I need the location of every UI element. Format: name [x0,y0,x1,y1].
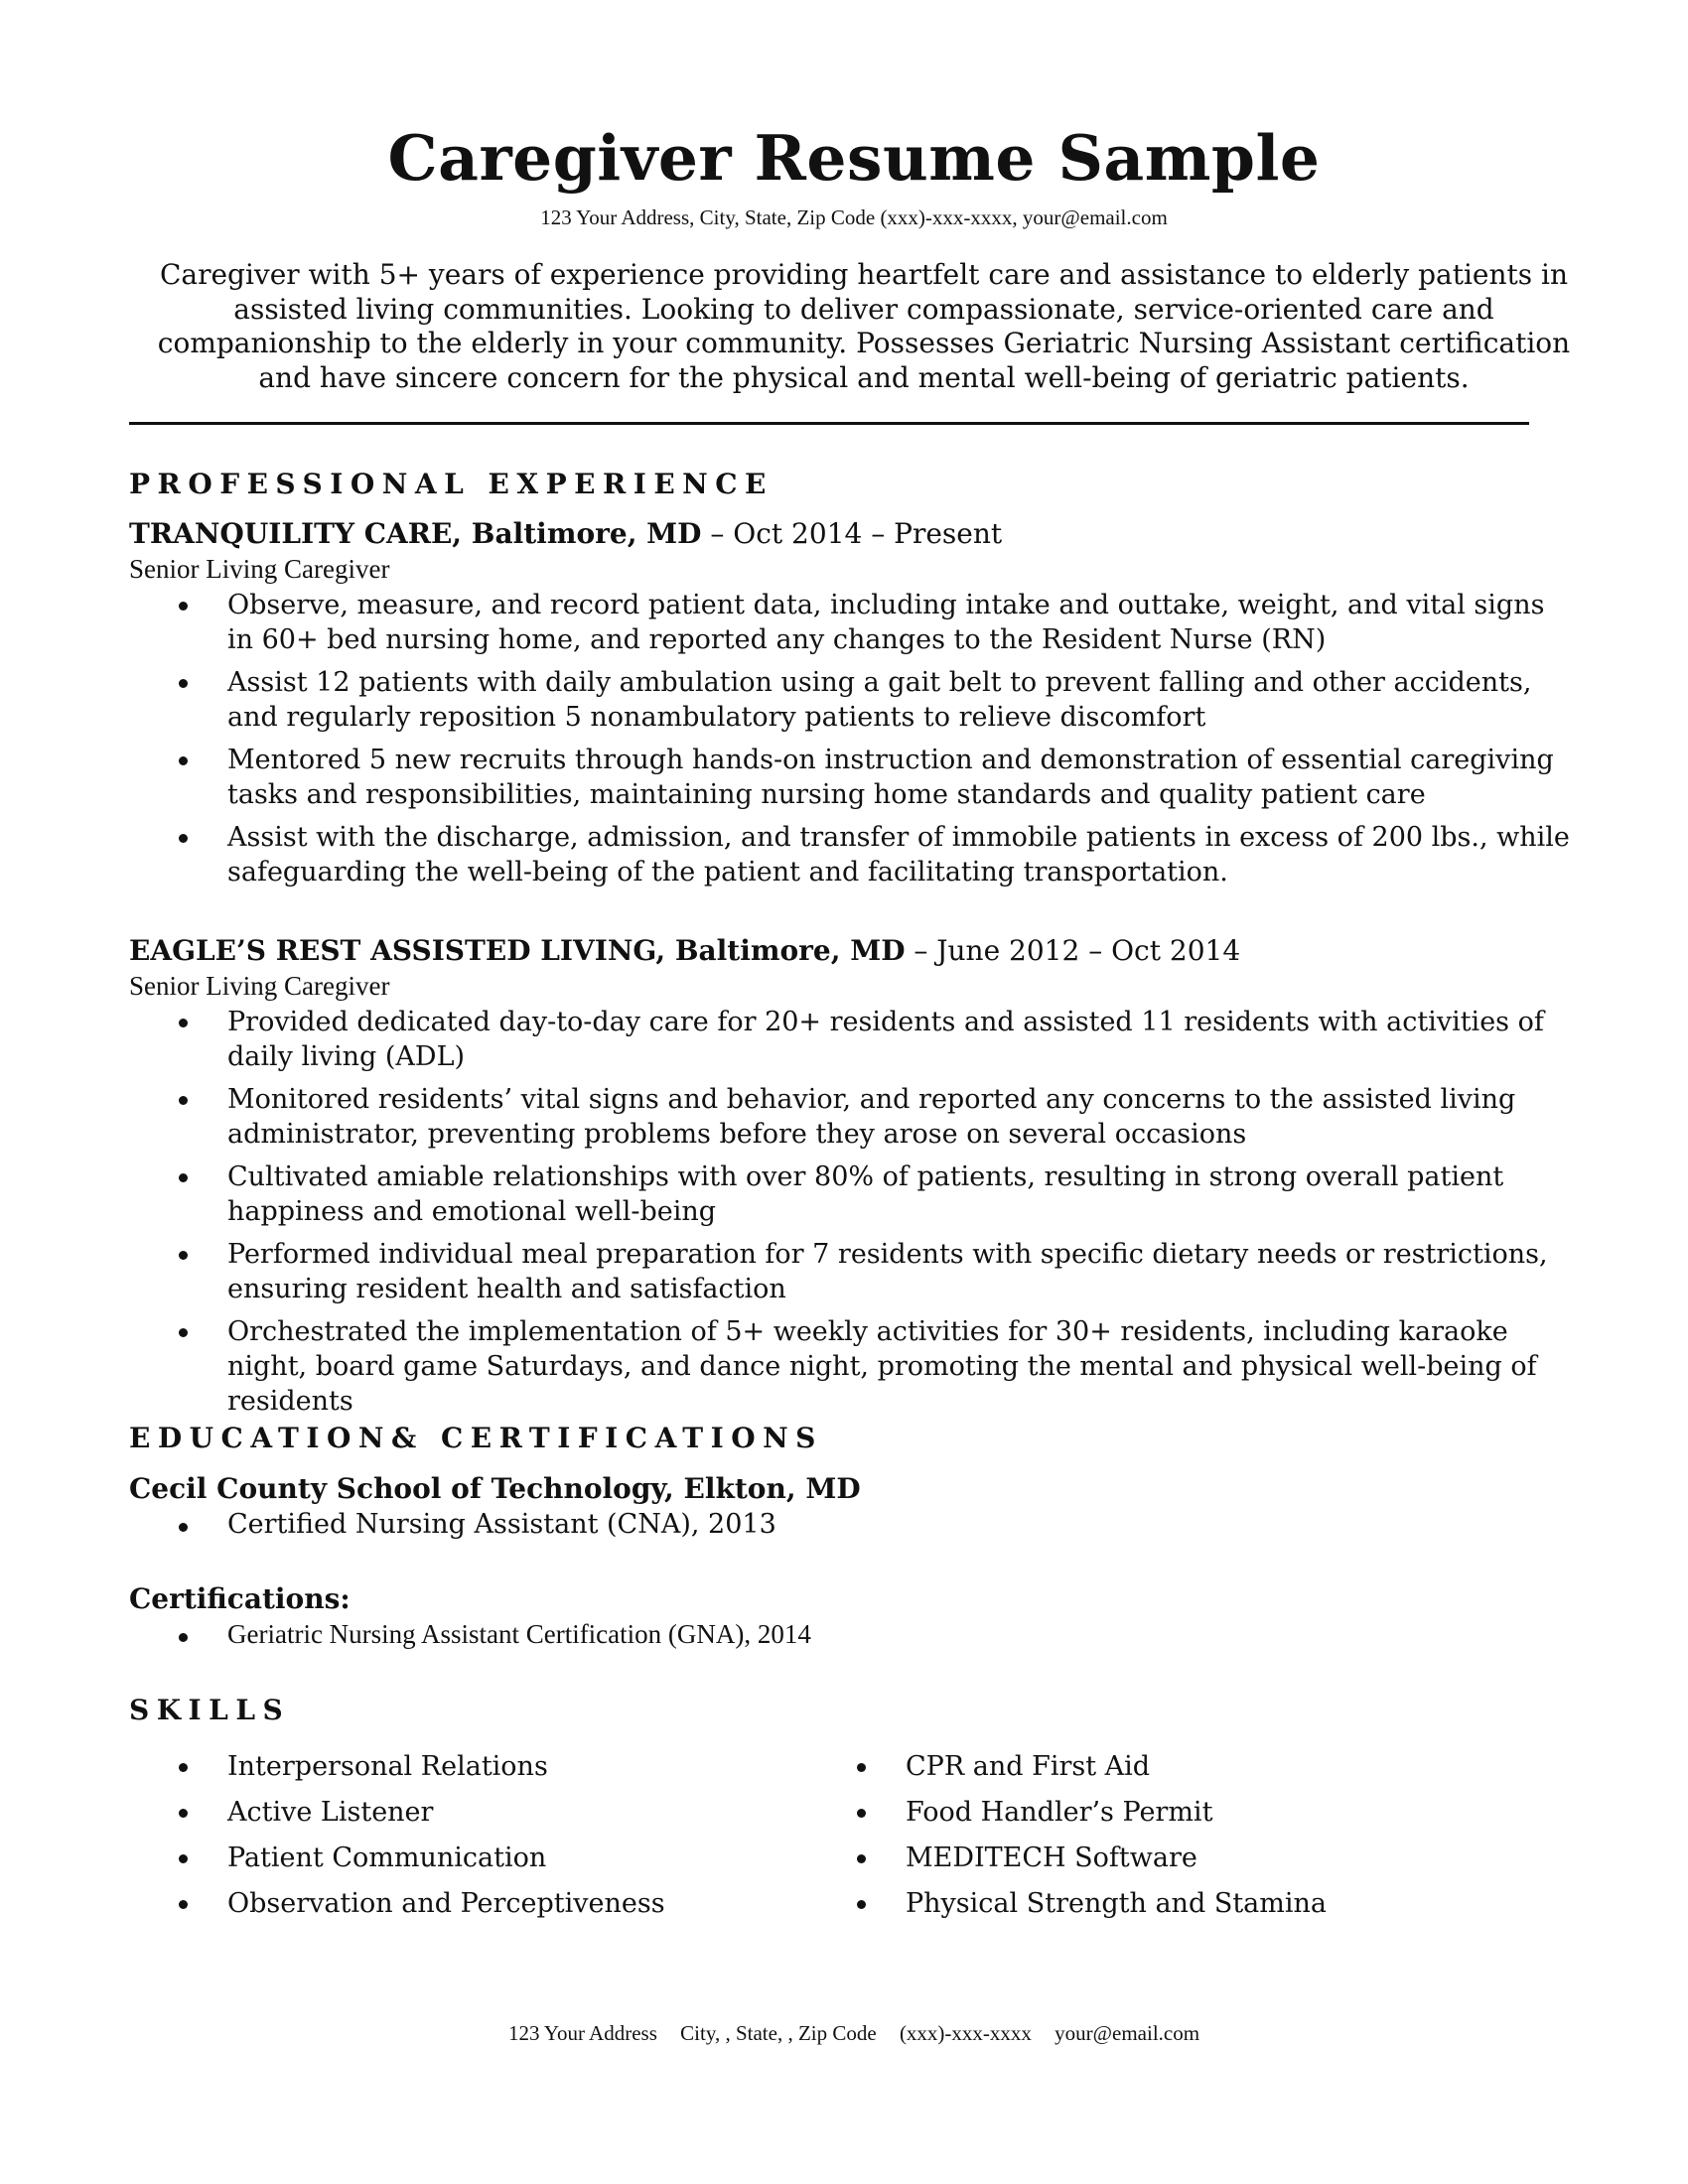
skill-item: Observation and Perceptiveness [129,1881,665,1927]
header-contact: 123 Your Address, City, State, Zip Code (xxx)-xxx-xxxx, your@email.com [540,205,1168,229]
education-heading: EDUCATION& CERTIFICATIONS [129,1422,823,1454]
list-item: Cultivated amiable relationships with over 80% of patients, resulting in strong overall patient happiness and emotional well-being [129,1160,1579,1229]
footer-phone: (xxx)-xxx-xxxx [899,2021,1032,2045]
job-employer: TRANQUILITY CARE, Baltimore, MD [129,517,702,550]
list-item: Monitored residents’ vital signs and behavior, and reported any concerns to the assisted living administrator, preventing problems before they arose on several occasions [129,1082,1579,1152]
list-item: Performed individual meal preparation for 7 residents with specific dietary needs or restrictions, ensuring resident health and satisfaction [129,1237,1579,1306]
skill-item: Food Handler’s Permit [807,1790,1327,1836]
job-header-2 [129,934,1240,967]
list-item: Mentored 5 new recruits through hands-on instruction and demonstration of essential caregiving tasks and responsibilities, maintaining nursing home standards and quality patient care [129,743,1579,812]
footer-address: 123 Your Address [507,2021,657,2045]
skill-item: MEDITECH Software [807,1836,1327,1881]
job-2-bullets [129,1005,1579,1427]
job-title: Senior Living Caregiver [129,554,390,584]
skill-item: Patient Communication [129,1836,665,1881]
list-item: Orchestrated the implementation of 5+ weekly activities for 30+ residents, including karaoke night, board game Saturdays, and dance night, promoting the mental and physical well-being of residents [129,1314,1579,1419]
footer-city: City, , State, , Zip Code [680,2021,877,2045]
skill-item: Interpersonal Relations [129,1744,665,1790]
experience-heading: PROFESSIONAL EXPERIENCE [129,468,774,500]
job-1-bullets [129,588,1579,897]
footer-contact [129,2021,1579,2046]
school-name: Cecil County School of Technology, Elkton, MD [129,1472,861,1505]
job-header-1 [129,517,1002,550]
list-item: Assist 12 patients with daily ambulation using a gait belt to prevent falling and other accidents, and regularly reposition 5 nonambulatory patients to relieve discomfort [129,665,1579,735]
page-title: Caregiver Resume Sample [387,121,1321,195]
certifications-label: Certifications: [129,1582,351,1615]
resume-page [129,0,1579,2184]
list-item: Observe, measure, and record patient data, including intake and outtake, weight, and vital signs in 60+ bed nursing home, and reported any changes to the Resident Nurse (RN) [129,588,1579,657]
certification-item: Geriatric Nursing Assistant Certification (GNA), 2014 [129,1619,811,1650]
skill-item: Active Listener [129,1790,665,1836]
header-divider [129,422,1529,425]
list-item: Assist with the discharge, admission, and transfer of immobile patients in excess of 200 lbs., while safeguarding the well-being of the patient and facilitating transportation. [129,820,1579,889]
job-employer: EAGLE’S REST ASSISTED LIVING, Baltimore, MD [129,934,906,967]
job-title: Senior Living Caregiver [129,971,390,1001]
job-dates: – June 2012 – Oct 2014 [905,934,1241,967]
skill-item: Physical Strength and Stamina [807,1881,1327,1927]
skills-right-column [807,1744,1327,1927]
summary-paragraph: Caregiver with 5+ years of experience providing heartfelt care and assistance to elderly patients in assisted living communities. Looking to deliver compassionate, service-oriented care and companionship to the elderly in your community. Possesses Geriatric Nursing Assistant certification and have sincere concern for the physical and mental well-being of geriatric patients. [157,258,1571,394]
list-item: Provided dedicated day-to-day care for 20+ residents and assisted 11 residents with activities of daily living (ADL) [129,1005,1579,1074]
skill-item: CPR and First Aid [807,1744,1327,1790]
education-item: Certified Nursing Assistant (CNA), 2013 [129,1509,776,1540]
footer-email: your@email.com [1055,2021,1200,2045]
job-dates: – Oct 2014 – Present [701,517,1003,550]
skills-heading: SKILLS [129,1694,291,1726]
skills-left-column [129,1744,665,1927]
